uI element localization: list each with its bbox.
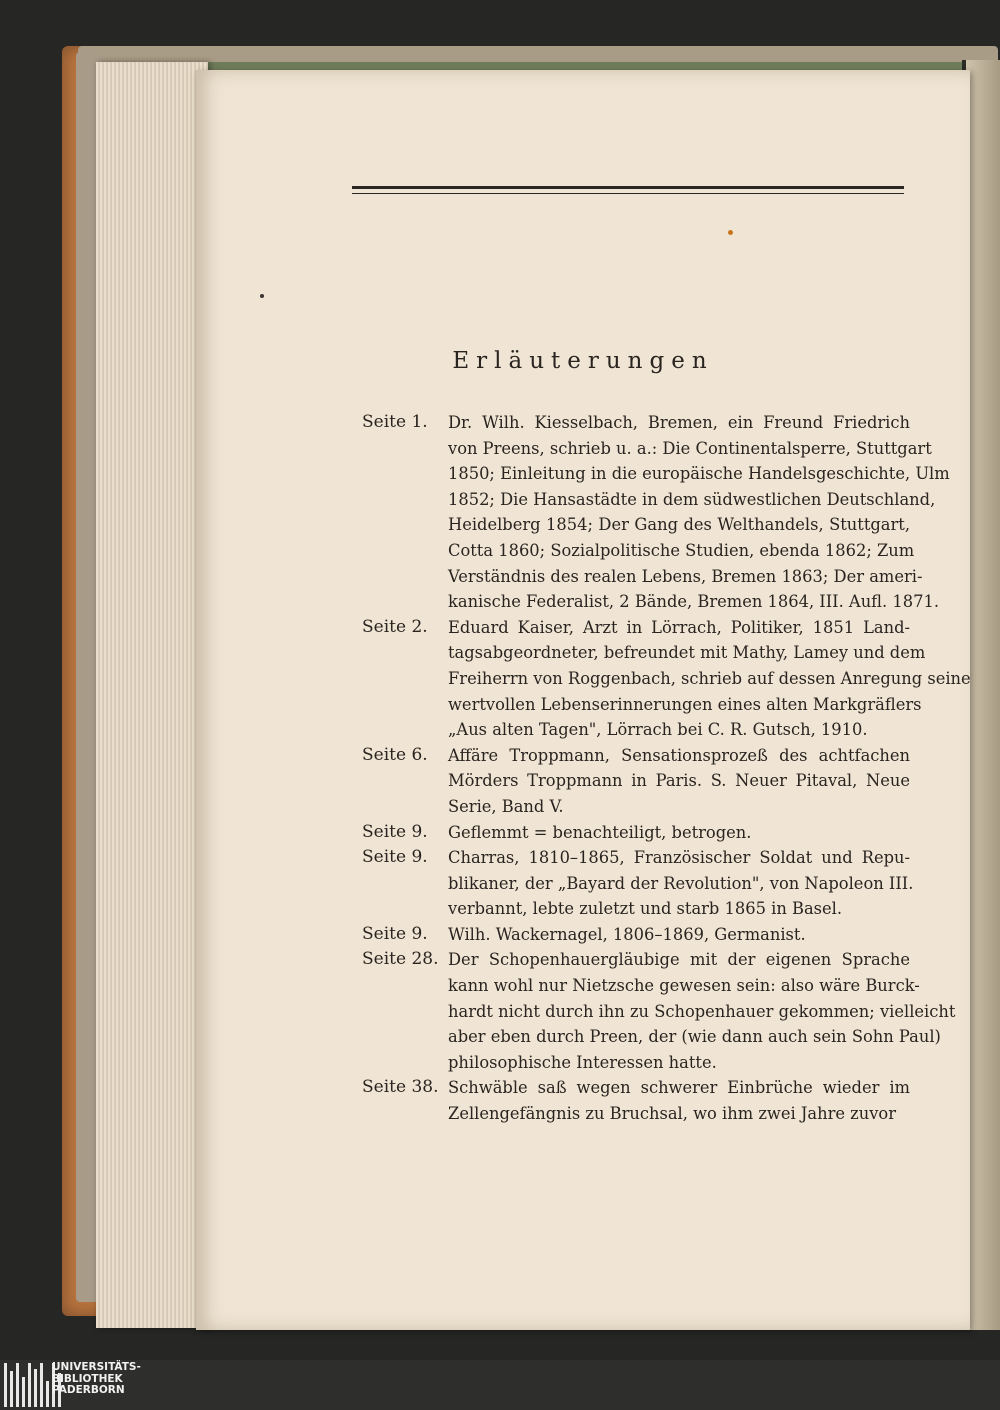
note-line: verbannt, lebte zuletzt und starb 1865 in Basel. bbox=[448, 899, 843, 919]
note-entry bbox=[362, 845, 914, 922]
note-page-reference: Seite 38. bbox=[362, 1077, 439, 1098]
note-entry bbox=[362, 743, 910, 820]
note-page-reference: Seite 9. bbox=[362, 847, 428, 868]
note-entry bbox=[362, 615, 971, 743]
note-line: Mörders Troppmann in Paris. S. Neuer Pitaval, Neue bbox=[448, 771, 910, 791]
note-line: Schwäble saß wegen schwerer Einbrüche wieder im bbox=[448, 1078, 910, 1098]
note-line: Dr. Wilh. Kiesselbach, Bremen, ein Freund Friedrich bbox=[448, 413, 910, 432]
note-line: 1852; Die Hansastädte in dem südwestlichen Deutschland, bbox=[448, 489, 936, 509]
note-page-reference: Seite 9. bbox=[362, 821, 428, 842]
note-line: von Preens, schrieb u. a.: Die Continentalsperre, Stuttgart bbox=[448, 438, 932, 458]
header-rule-thin bbox=[352, 193, 904, 194]
note-page-reference: Seite 1. bbox=[362, 412, 428, 432]
header-rule-thick bbox=[352, 186, 904, 189]
note-page-reference: Seite 9. bbox=[362, 923, 428, 944]
note-entry bbox=[362, 1075, 910, 1126]
library-name bbox=[52, 1362, 141, 1397]
note-line: kann wohl nur Nietzsche gewesen sein: also wäre Burck- bbox=[448, 976, 920, 996]
note-line: blikaner, der „Bayard der Revolution", von Napoleon III. bbox=[448, 873, 914, 893]
note-line: Eduard Kaiser, Arzt in Lörrach, Politiker, 1851 Land- bbox=[448, 617, 910, 637]
note-entry bbox=[362, 410, 950, 615]
note-text bbox=[448, 845, 914, 922]
book-page bbox=[196, 70, 970, 1330]
note-text bbox=[448, 922, 910, 948]
library-name-line: UNIVERSITÄTS- bbox=[52, 1361, 141, 1373]
page-heading: Erläuterungen bbox=[452, 348, 714, 374]
note-text bbox=[448, 1075, 910, 1126]
note-line: kanische Federalist, 2 Bände, Bremen 1864, III. Aufl. 1871. bbox=[448, 592, 939, 612]
note-line: „Aus alten Tagen", Lörrach bei C. R. Gutsch, 1910. bbox=[448, 720, 868, 740]
note-line: Affäre Troppmann, Sensationsprozeß des achtfachen bbox=[448, 745, 910, 765]
page-stack-edge bbox=[96, 62, 208, 1328]
library-name-line: PADERBORN bbox=[52, 1384, 125, 1397]
library-name-line: BIBLIOTHEK bbox=[52, 1372, 123, 1385]
note-line: philosophische Interessen hatte. bbox=[448, 1052, 717, 1072]
note-line: Wilh. Wackernagel, 1806–1869, Germanist. bbox=[448, 924, 806, 944]
note-entry bbox=[362, 820, 910, 846]
note-text bbox=[448, 615, 971, 743]
note-entry bbox=[362, 947, 956, 1075]
note-text bbox=[448, 410, 950, 615]
note-text bbox=[448, 820, 910, 846]
note-line: Freiherrn von Roggenbach, schrieb auf dessen Anregung seine bbox=[448, 668, 971, 688]
note-line: Der Schopenhauergläubige mit der eigenen Sprache bbox=[448, 950, 910, 970]
note-line: Charras, 1810–1865, Französischer Soldat und Repu- bbox=[448, 848, 910, 868]
note-page-reference: Seite 6. bbox=[362, 744, 428, 765]
note-text bbox=[448, 743, 910, 820]
note-line: aber eben durch Preen, der (wie dann auch sein Sohn Paul) bbox=[448, 1027, 941, 1047]
note-page-reference: Seite 28. bbox=[362, 949, 439, 970]
notes-list bbox=[362, 410, 971, 1127]
note-line: 1850; Einleitung in die europäische Handelsgeschichte, Ulm bbox=[448, 464, 950, 484]
note-line: Serie, Band V. bbox=[448, 796, 564, 816]
note-line: Verständnis des realen Lebens, Bremen 1863; Der ameri- bbox=[448, 566, 923, 586]
facing-page-edge bbox=[966, 60, 1000, 1330]
note-line: Cotta 1860; Sozialpolitische Studien, ebenda 1862; Zum bbox=[448, 540, 915, 560]
ink-dot bbox=[260, 294, 264, 298]
note-page-reference: Seite 2. bbox=[362, 616, 428, 637]
note-line: tagsabgeordneter, befreundet mit Mathy, Lamey und dem bbox=[448, 643, 926, 663]
note-line: Heidelberg 1854; Der Gang des Welthandels, Stuttgart, bbox=[448, 515, 910, 535]
note-text bbox=[448, 947, 956, 1075]
note-line: Geflemmt = benachteiligt, betrogen. bbox=[448, 822, 752, 842]
note-line: Zellengefängnis zu Bruchsal, wo ihm zwei Jahre zuvor bbox=[448, 1104, 897, 1124]
note-line: hardt nicht durch ihn zu Schopenhauer gekommen; vielleicht bbox=[448, 1001, 956, 1021]
note-entry bbox=[362, 922, 910, 948]
note-line: wertvollen Lebenserinnerungen eines alten Markgräflers bbox=[448, 694, 922, 714]
ink-dot bbox=[728, 230, 733, 235]
library-footer bbox=[0, 1360, 1000, 1410]
